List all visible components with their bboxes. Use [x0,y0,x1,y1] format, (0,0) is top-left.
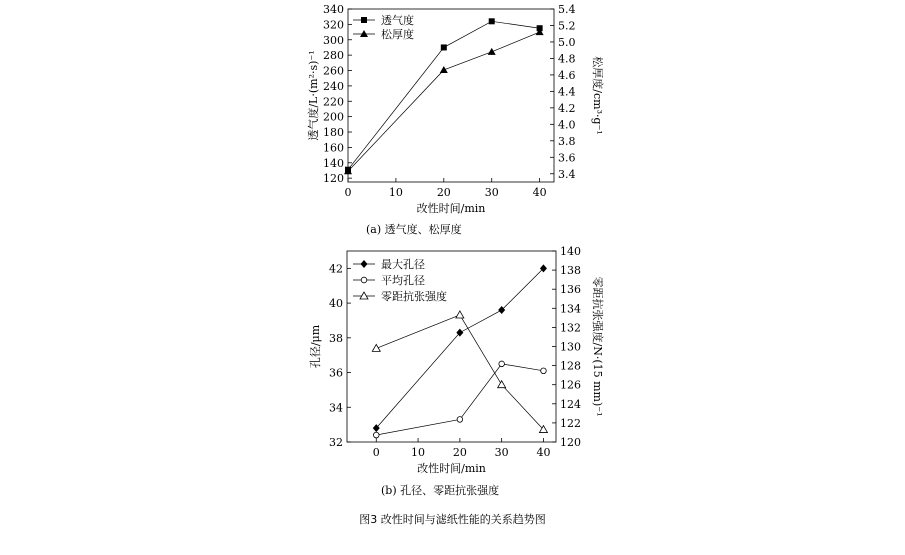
chart-b-plot-frame [347,251,556,442]
chart-b-series-2-point [541,368,547,374]
chart-a-left-tick-label: 120 [323,172,344,186]
chart-a-left-tick-label: 180 [323,126,344,140]
chart-a-right-tick-label: 3.4 [558,167,576,181]
chart-a-left-tick-label: 300 [323,33,344,47]
chart-b-left-axis-label: 孔径/μm [309,324,322,369]
figure-caption: 图3 改性时间与滤纸性能的关系趋势图 [359,513,546,526]
chart-b-right-tick-label: 120 [560,436,581,449]
chart-b-series-2-point [457,417,463,423]
chart-b-right-tick-label: 128 [560,359,581,373]
chart-b-series-3-point [372,344,380,351]
chart-b-legend-label: 零距抗张强度 [381,290,447,303]
chart-b-left-tick-label: 42 [329,262,343,276]
subcaption-a: (a) 透气度、松厚度 [366,223,462,236]
chart-b-left-tick-label: 40 [329,297,343,311]
chart-b-x-tick-label: 30 [494,446,509,459]
chart-b-right-tick-label: 126 [560,378,581,392]
chart-b-left-tick-label: 32 [329,436,343,449]
chart-a-right-tick-label: 4.4 [558,85,576,99]
subcaption-b: (b) 孔径、零距抗张强度 [381,484,500,497]
chart-b-right-tick-label: 140 [560,245,581,258]
chart-b-left-tick-label: 34 [329,401,343,415]
chart-b-legend-label: 最大孔径 [381,258,425,271]
chart-b-right-tick-label: 124 [560,397,581,411]
chart-a-right-tick-label: 3.8 [558,134,576,148]
chart-a-x-axis-label: 改性时间/min [416,202,486,215]
chart-a-right-tick-label: 5.0 [558,35,576,49]
chart-a-left-tick-label: 220 [323,95,344,109]
chart-b-right-tick-label: 134 [560,302,581,316]
chart-a-x-tick-label: 10 [388,186,403,199]
chart-b-right-tick-label: 130 [560,340,581,354]
chart-a-right-tick-label: 4.2 [558,101,576,115]
chart-a-right-tick-label: 5.4 [558,3,576,16]
chart-a-x-tick-label: 40 [532,186,547,199]
chart-a-legend-label: 松厚度 [381,28,414,41]
chart-a-right-tick-label: 4.6 [558,68,576,82]
chart-a-left-tick-label: 260 [323,64,344,78]
chart-b-legend-marker [361,277,367,283]
chart-b-right-tick-label: 136 [560,283,581,297]
chart-a-x-tick-label: 30 [484,186,499,199]
chart-b-x-tick-label: 10 [411,446,426,459]
chart-a-x-tick-label: 20 [436,186,451,199]
chart-b-right-axis-label: 零距抗张强度/N·(15 mm)⁻¹ [591,276,604,417]
chart-a-left-axis-label: 透气度/L·(m²·s)⁻¹ [307,50,320,141]
chart-b-left-tick-label: 38 [329,331,343,345]
chart-a-left-tick-label: 160 [323,141,344,155]
chart-a-right-tick-label: 4.8 [558,52,576,66]
chart-a-right-tick-label: 3.6 [558,151,576,165]
chart-b-x-tick-label: 40 [536,446,551,459]
chart-a-x-tick-label: 0 [344,186,352,199]
chart-b-x-tick-label: 20 [452,446,467,459]
chart-b-x-tick-label: 0 [372,446,380,459]
chart-a-left-tick-label: 320 [323,18,344,32]
chart-a-right-tick-label: 5.2 [558,19,576,33]
chart-a-legend-label: 透气度 [381,14,414,27]
chart-b-left-tick-label: 36 [329,366,343,380]
chart-b-x-axis-label: 改性时间/min [417,462,486,475]
chart-a-left-tick-label: 200 [323,110,344,124]
chart-b-series-2-point [373,432,379,438]
chart-b-right-tick-label: 138 [560,264,581,278]
chart-a-left-tick-label: 280 [323,49,344,63]
chart-b-right-tick-label: 132 [560,321,581,335]
chart-a-left-tick-label: 340 [323,3,344,16]
chart-a-left-tick-label: 140 [323,156,344,170]
chart-b-legend-marker [361,260,368,268]
chart-b-series-2 [373,361,546,438]
chart-b-legend-label: 平均孔径 [381,274,425,287]
chart-b-legend-marker [360,292,368,299]
chart-b-series-2-point [499,361,505,367]
chart-b-series-3-point [498,381,506,388]
chart-b-series-3-point [456,311,464,318]
chart-b-right-tick-label: 122 [560,416,581,430]
chart-a-left-tick-label: 240 [323,79,344,93]
chart-a-right-axis-label: 松厚度/cm³·g⁻¹ [591,56,604,135]
chart-a-right-tick-label: 4.0 [558,118,576,132]
